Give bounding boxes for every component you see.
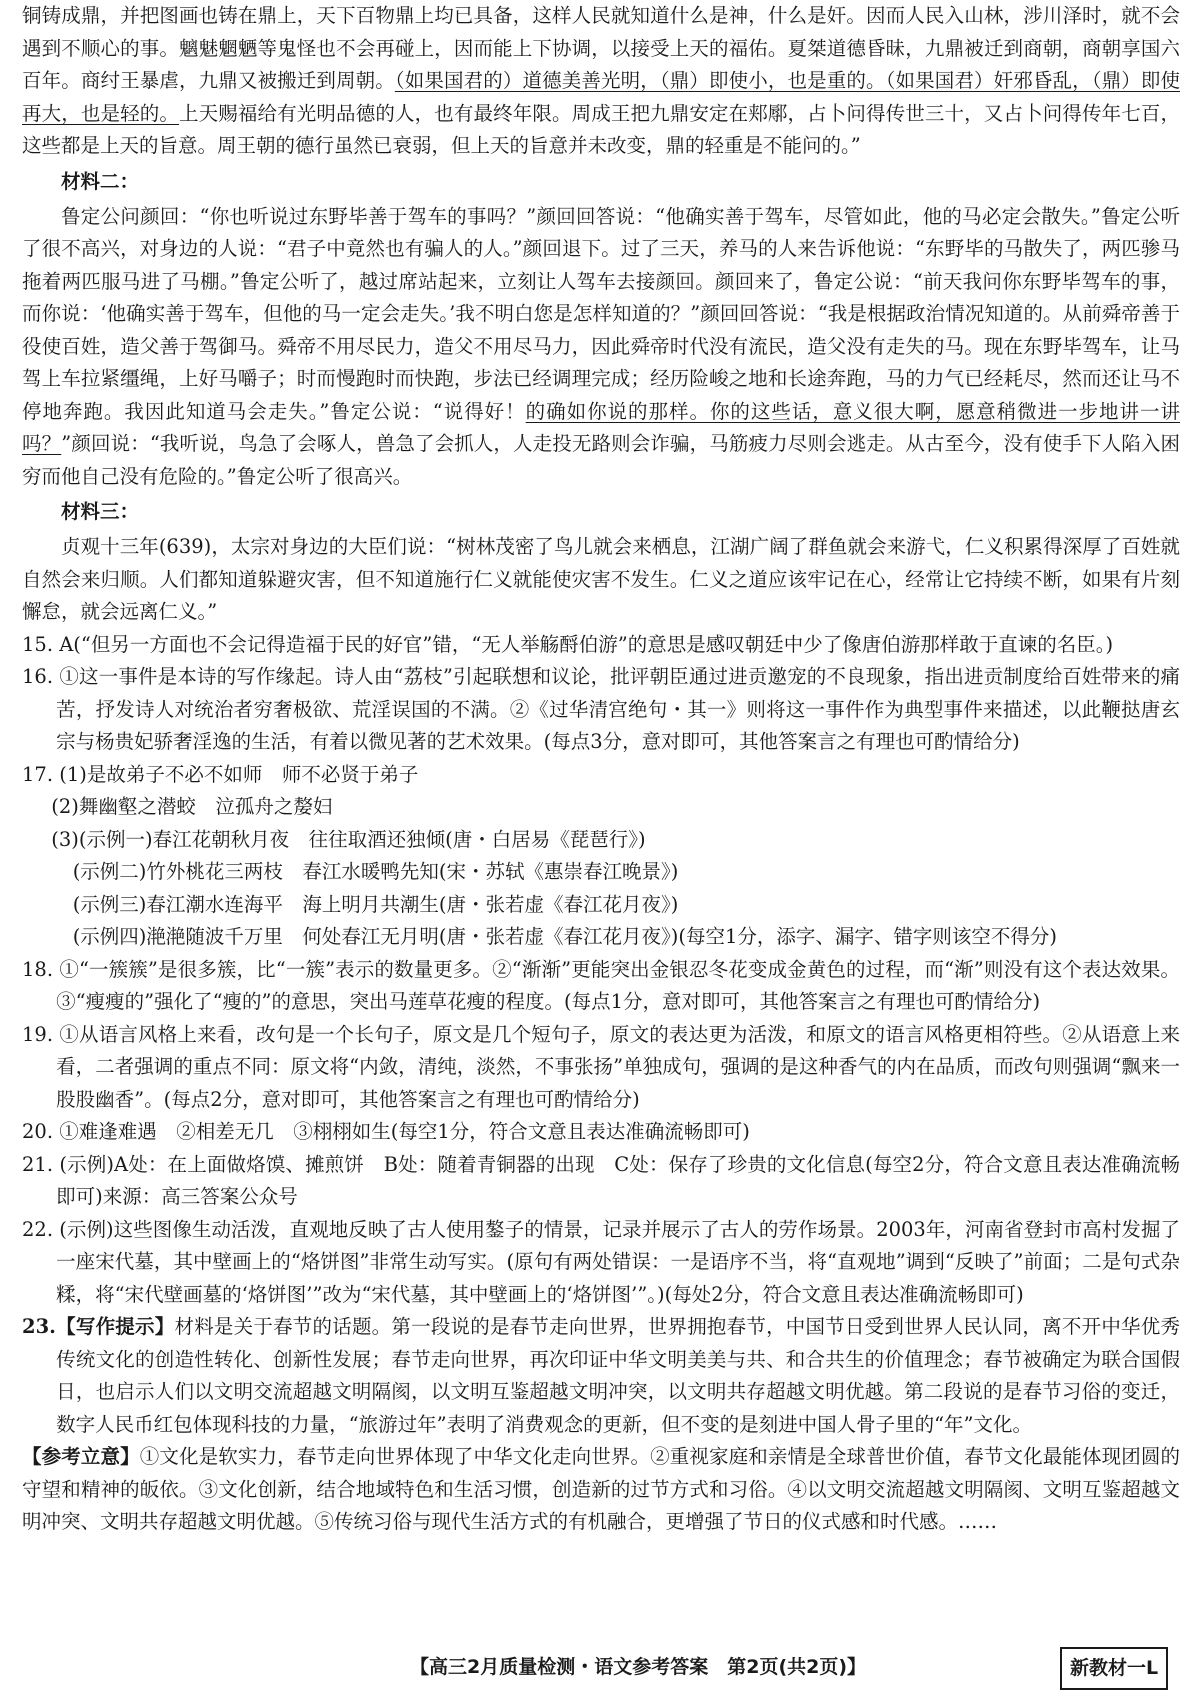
answer-21: 21. (示例)A处：在上面做烙馍、摊煎饼 B处：随着青铜器的出现 C处：保存了珍贵的文化信息(每空2分，符合文意且表达准确流畅即可)来源：高三答案公众号 (22, 1152, 1180, 1208)
answer-20: 20. ①难逢难遇 ②相差无几 ③栩栩如生(每空1分，符合文意且表达准确流畅即可) (22, 1120, 750, 1143)
material2-heading: 材料二： (61, 169, 140, 193)
material3-translation: 贞观十三年(639)，太宗对身边的大臣们说：“树林茂密了鸟儿就会来栖息，江湖广阔了群鱼就会来游弋，仁义积累得深厚了百姓就自然会来归顺。人们都知道躲避灾害，但不知道施行仁义就能使灾害不发生。仁义之道应该牢记在心，经常让它持续不断，如果有片刻懈怠，就会远离仁义。” (22, 535, 1180, 623)
answer-17-part1: 17. (1)是故弟子不必不如师 师不必贤于弟子 (22, 762, 419, 786)
reference-ideas-text: ①文化是软实力，春节走向世界体现了中华文化走向世界。②重视家庭和亲情是全球普世价值，春节文化最能体现团圆的守望和精神的皈依。③文化创新，结合地域特色和生活习惯，创造新的过节方式和习俗。④以文明交流超越文明隔阂、文明互鉴超越文明冲突、文明共存超越文明优越。⑤传统习俗与现代生活方式的有机融合，更增强了节日的仪式感和时代感。…… (22, 1445, 1180, 1533)
material1-translation-tail (22, 0, 1180, 163)
answer-17-part3-example1: (3)(示例一)春江花朝秋月夜 往往取酒还独倾(唐・白居易《琵琶行》) (51, 827, 646, 851)
answer-23-reference-ideas (22, 1441, 1180, 1539)
material1-text-b: 上天赐福给有光明品德的人，也有最终年限。周成王把九鼎安定在郏鄏，占卜问得传世三十，又占卜问得传年七百，这些都是上天的旨意。周王朝的德行虽然已衰弱，但上天的旨意并未改变，鼎的轻重是不能问的。” (22, 101, 1180, 157)
material2-underlined-sentence: 的确如你说的那样。你的这些话，意义很大啊，愿意稍微进一步地讲一讲吗？ (22, 399, 1180, 455)
writing-tip-tag: 23.【写作提示】 (22, 1315, 175, 1338)
answer-17-part3-example4: (示例四)滟滟随波千万里 何处春江无月明(唐・张若虚《春江花月夜》)(每空1分，添字、漏字、错字则该空不得分) (72, 925, 1057, 948)
material1-text-a: 铜铸成鼎，并把图画也铸在鼎上，天下百物鼎上均已具备，这样人民就知道什么是神，什么是奸。因而人民入山林，涉川泽时，就不会遇到不顺心的事。魑魅魍魉等鬼怪也不会再碰上，因而能上下协调，以接受上天的福佑。夏桀道德昏昧，九鼎被迁到商朝，商朝享国六百年。商纣王暴虐，九鼎又被搬迁到周朝。 (22, 4, 1180, 92)
page-footer (0, 1645, 1200, 1685)
material2-text-b: ”颜回说：“我听说，鸟急了会啄人，兽急了会抓人，人走投无路则会诈骗，马筋疲力尽则会逃走。从古至今，没有使手下人陷入困穷而他自己没有危险的。”鲁定公听了很高兴。 (22, 432, 1180, 488)
answer-17-part3-example3: (示例三)春江潮水连海平 海上明月共潮生(唐・张若虚《春江花月夜》) (72, 892, 679, 916)
answer-22: 22. (示例)这些图像生动活泼，直观地反映了古人使用鏊子的情景，记录并展示了古人的劳作场景。2003年，河南省登封市高村发掘了一座宋代墓，其中壁画上的“烙饼图”非常生动写实。(原句有两处错误：一是语序不当，将“直观地”调到“反映了”前面；二是句式杂糅，将“宋代壁画墓的‘烙饼图’”改为“宋代墓，其中壁画上的‘烙饼图’”。)(每处2分，符合文意且表达准确流畅即可) (22, 1217, 1180, 1306)
answer-19: 19. ①从语言风格上来看，改句是一个长句子，原文是几个短句子，原文的表达更为活泼，和原文的语言风格更相符些。②从语意上来看，二者强调的重点不同：原文将“内敛，清纯，淡然，不事张扬”单独成句，强调的是这种香气的内在品质，而改句则强调“飘来一股股幽香”。(每点2分，意对即可，其他答案言之有理也可酌情给分) (22, 1022, 1180, 1111)
edition-badge: 新教材一L (1060, 1647, 1168, 1690)
answer-23-writing-tip (22, 1311, 1180, 1441)
material3-heading: 材料三： (61, 500, 140, 523)
answer-15: 15. A(“但另一方面也不会记得造福于民的好官”错，“无人举觞酹伯游”的意思是感叹朝廷中少了像唐伯游那样敢于直谏的名臣。) (22, 632, 1114, 656)
answer-18: 18. ①“一簇簇”是很多簇，比“一簇”表示的数量更多。②“渐渐”更能突出金银忍冬花变成金黄色的过程，而“渐”则没有这个表达效果。③“瘦瘦的”强化了“瘦的”的意思，突出马莲草花瘦的程度。(每点1分，意对即可，其他答案言之有理也可酌情给分) (22, 957, 1180, 1013)
material2-text-a: 鲁定公问颜回：“你也听说过东野毕善于驾车的事吗？”颜回回答说：“他确实善于驾车，尽管如此，他的马必定会散失。”鲁定公听了很不高兴，对身边的人说：“君子中竟然也有骗人的人。”颜回退下。过了三天，养马的人来告诉他说：“东野毕的马散失了，两匹骖马拖着两匹服马进了马棚。”鲁定公听了，越过席站起来，立刻让人驾车去接颜回。颜回来了，鲁定公说：“前天我问你东野毕驾车的事，而你说：‘他确实善于驾车，但他的马一定会走失。’我不明白您是怎样知道的？”颜回回答说：“我是根据政治情况知道的。从前舜帝善于役使百姓，造父善于驾御马。舜帝不用尽民力，造父不用尽马力，因此舜帝时代没有流民，造父没有走失的马。现在东野毕驾车，让马驾上车拉紧缰绳，上好马嚼子；时而慢跑时而快跑，步法已经调理完成；经历险峻之地和长途奔跑，马的力气已经耗尽，然而还让马不停地奔跑。我因此知道马会走失。”鲁定公说：“说得好！ (22, 204, 1180, 423)
reference-ideas-tag: 【参考立意】 (22, 1445, 140, 1468)
material1-underlined-sentence: （如果国君的）道德美善光明，（鼎）即使小，也是重的。（如果国君）奸邪昏乱，（鼎）即使再大，也是轻的。 (22, 69, 1180, 125)
material2-translation (22, 201, 1180, 494)
footer-title: 【高三2月质量检测・语文参考答案 第2页(共2页)】 (410, 1656, 867, 1678)
page-content (22, 0, 1180, 1539)
answer-17-part2: (2)舞幽壑之潜蛟 泣孤舟之嫠妇 (51, 795, 333, 818)
answer-17-part3-example2: (示例二)竹外桃花三两枝 春江水暖鸭先知(宋・苏轼《惠崇春江晚景》) (72, 860, 679, 883)
answer-16: 16. ①这一事件是本诗的写作缘起。诗人由“荔枝”引起联想和议论，批评朝臣通过进贡邀宠的不良现象，指出进贡制度给百姓带来的痛苦，抒发诗人对统治者穷奢极欲、荒淫误国的不满。②《过华清宫绝句・其一》则将这一事件作为典型事件来描述，以此鞭挞唐玄宗与杨贵妃骄奢淫逸的生活，有着以微见著的艺术效果。(每点3分，意对即可，其他答案言之有理也可酌情给分) (22, 665, 1180, 753)
writing-tip-text: 材料是关于春节的话题。第一段说的是春节走向世界，世界拥抱春节，中国节日受到世界人民认同，离不开中华优秀传统文化的创造性转化、创新性发展；春节走向世界，再次印证中华文明美美与共、和合共生的价值理念；春节被确定为联合国假日，也启示人们以文明交流超越文明隔阂，以文明互鉴超越文明冲突，以文明共存超越文明优越。第二段说的是春节习俗的变迁，数字人民币红包体现科技的力量，“旅游过年”表明了消费观念的更新，但不变的是刻进中国人骨子里的“年”文化。 (56, 1315, 1180, 1436)
